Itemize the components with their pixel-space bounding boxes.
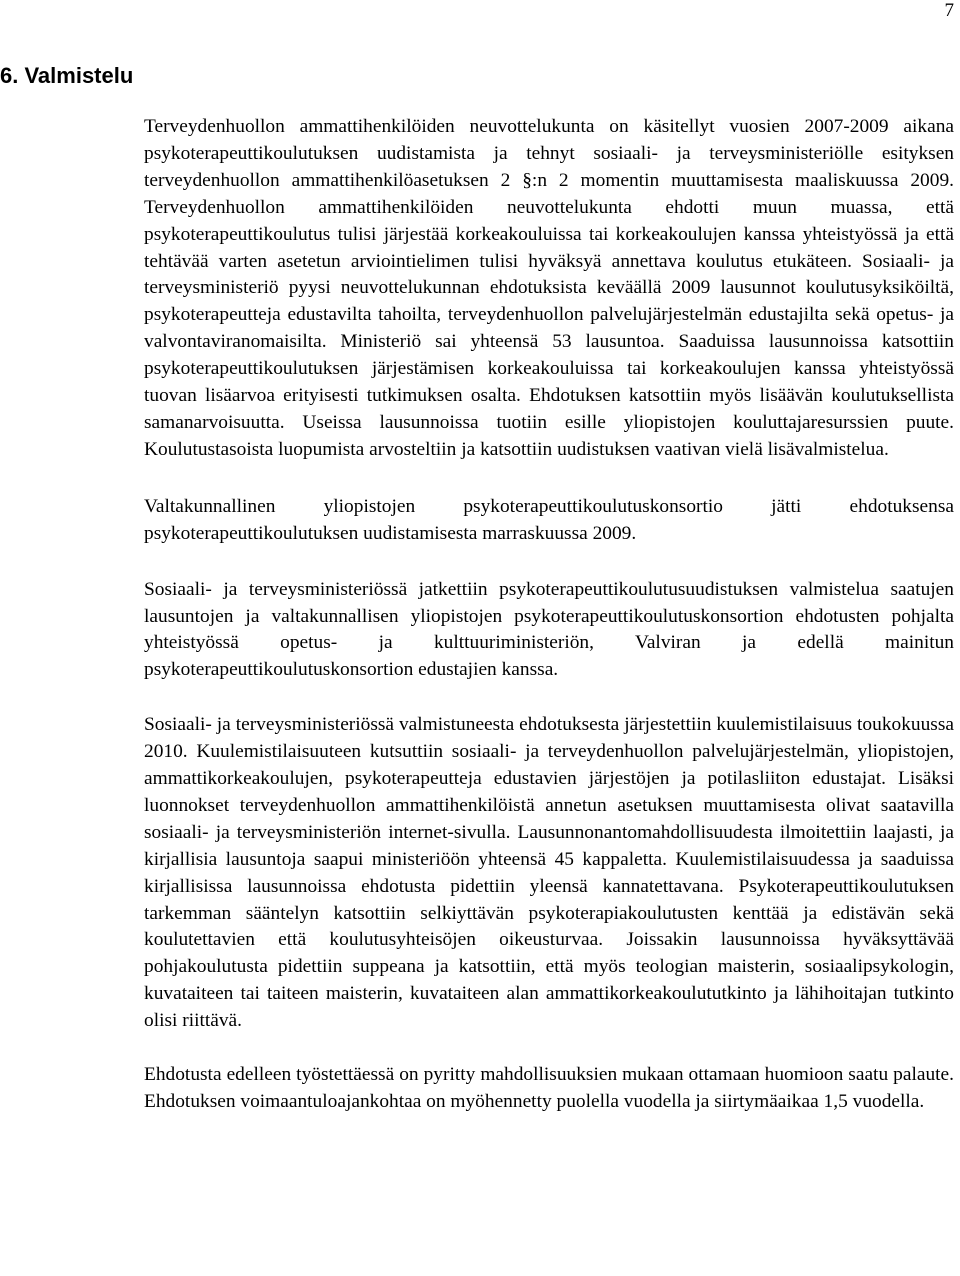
paragraph-consortium-proposal: Valtakunnallinen yliopistojen psykoterapeuttikoulutuskonsortio jätti ehdotuksensa psykoterapeuttikoulutuksen uudistamisesta marraskuussa 2009. xyxy=(144,495,954,544)
page-number: 7 xyxy=(944,0,954,21)
paragraph-preparation-history: Terveydenhuollon ammattihenkilöiden neuvottelukunta on käsitellyt vuosien 2007-2009 aikana psykoterapeuttikoulutuksen uudistamista ja tehnyt sosiaali- ja terveysministeriölle esityksen terveydenhuollon ammattihenkilöasetuksen 2 §:n 2 momentin muuttamisesta maaliskuussa 2009. Terveydenhuollon ammattihenkilöiden neuvottelukunta ehdotti muun muassa, että psykoterapeuttikoulutus tulisi järjestää korkeakouluissa tai korkeakoulujen kanssa yhteistyössä ja että tehtävää varten asetetun arviointielimen tulisi hyväksyä annettava koulutus etukäteen. Sosiaali- ja terveysministeriö pyysi neuvottelukunnan ehdotuksista keväällä 2009 lausunnot koulutusyksiköiltä, psykoterapeutteja edustavilta tahoilta, terveydenhuollon palvelujärjestelmän edustajilta sekä opetus- ja valvontaviranomaisilta. Ministeriö sai yhteensä 53 lausuntoa. Saaduissa lausunnoissa katsottiin psykoterapeuttikoulutuksen järjestämisen korkeakouluissa tai korkeakoulujen kanssa yhteistyössä tuovan lisäarvoa erityisesti tutkimuksen osalta. Ehdotuksen katsottiin myös lisäävän koulutuksellista samanarvoisuutta. Useissa lausunnoissa tuotiin esille yliopistojen kouluttajaresurssien puute. Koulutustasoista luopumista arvosteltiin ja katsottiin uudistuksen vaativan vielä lisävalmistelua. xyxy=(144,116,954,460)
paragraph-continued-preparation: Sosiaali- ja terveysministeriössä jatkettiin psykoterapeuttikoulutusuudistuksen valmistelua saatujen lausuntojen ja valtakunnallisen yliopistojen psykoterapeuttikoulutuskonsortion ehdotusten pohjalta yhteistyössä opetus- ja kulttuuriministeriön, Valviran ja edellä mainitun psykoterapeuttikoulutuskonsortion edustajien kanssa. xyxy=(144,578,954,681)
section-body xyxy=(144,114,954,1143)
paragraph-feedback: Ehdotusta edelleen työstettäessä on pyritty mahdollisuuksien mukaan ottamaan huomioon saatu palaute. Ehdotuksen voimaantuloajankohtaa on myöhennetty puolella vuodella ja siirtymäaikaa 1,5 vuodella. xyxy=(144,1064,954,1112)
section-heading: 6. Valmistelu xyxy=(0,63,134,88)
paragraph-hearing: Sosiaali- ja terveysministeriössä valmistuneesta ehdotuksesta järjestettiin kuulemistilaisuus toukokuussa 2010. Kuulemistilaisuuteen kutsuttiin sosiaali- ja terveydenhuollon palvelujärjestelmän, yliopistojen, ammattikorkeakoulujen, psykoterapeutteja edustavien järjestöjen ja potilasliiton edustajat. Lisäksi luonnokset terveydenhuollon ammattihenkilöistä annetun asetuksen muuttamisesta olivat saatavilla sosiaali- ja terveysministeriön internet-sivulla. Lausunnonantomahdollisuudesta ilmoitettiin laajasti, ja kirjallisia lausuntoja saapui ministeriöön yhteensä 45 kappaletta. Kuulemistilaisuudessa ja saaduissa kirjallisissa lausunnoissa ehdotusta pidettiin yleensä kannatettavana. Psykoterapeuttikoulutuksen tarkemman sääntelyn katsottiin selkiyttävän psykoterapiakoulutusten kenttää ja edistävän sekä koulutettavien että koulutusyhteisöjen oikeusturvaa. Joissakin lausunnoissa hyväksyttävää pohjakoulutusta pidettiin suppeana ja katsottiin, että myös teologian maisterin, sosiaalipsykologin, kuvataiteen tai taiteen maisterin, kuvataiteen alan ammattikorkeakoulututkinto ja lähihoitajan tutkinto olisi riittävä. xyxy=(144,714,954,1032)
